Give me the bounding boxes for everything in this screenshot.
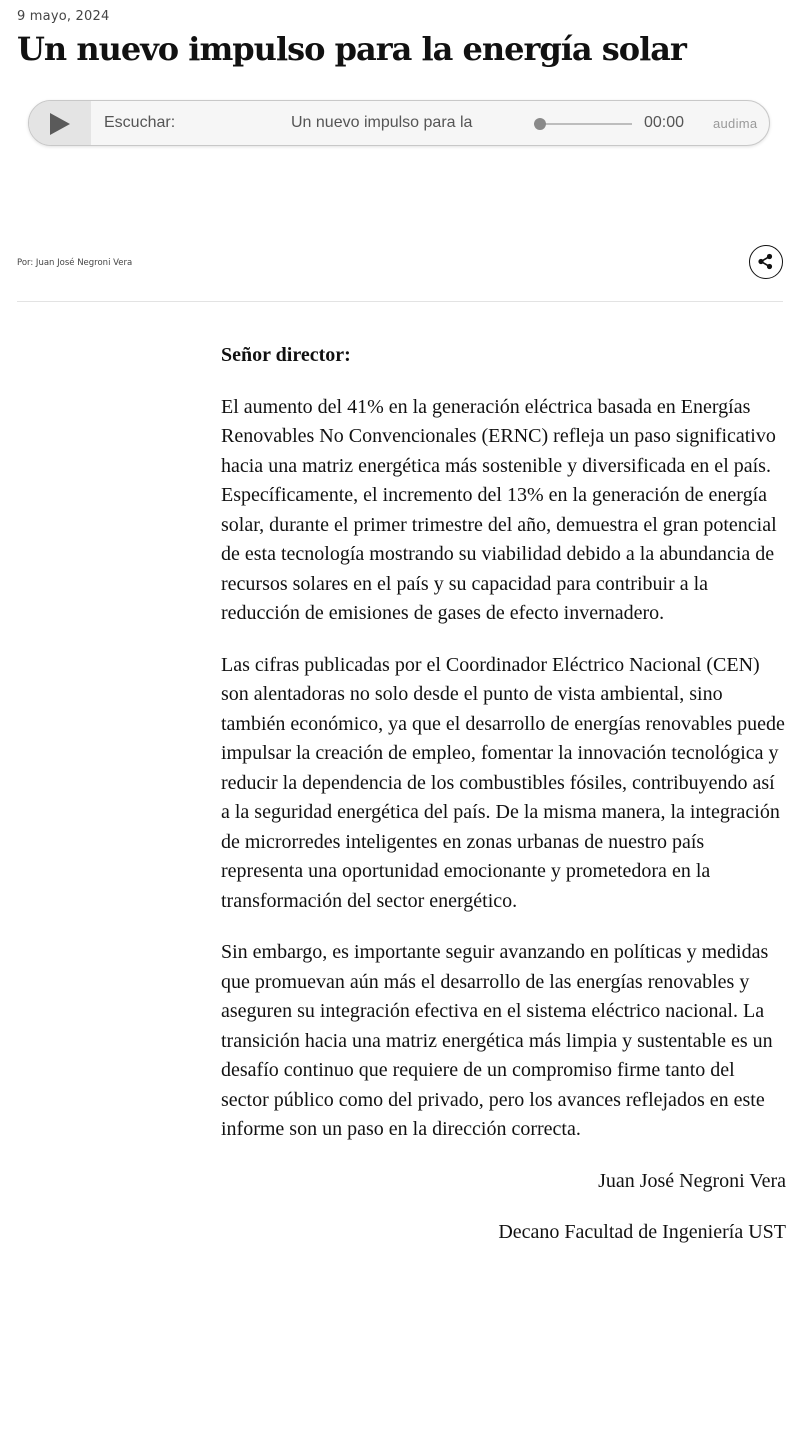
salutation: Señor director: xyxy=(221,344,351,366)
track-title: Un nuevo impulso para la xyxy=(291,114,473,131)
audio-player xyxy=(28,100,770,146)
article-date: 9 mayo, 2024 xyxy=(17,9,110,24)
play-icon xyxy=(48,112,72,136)
seek-handle[interactable] xyxy=(534,118,546,130)
seek-slider[interactable] xyxy=(534,118,632,130)
article-body xyxy=(221,341,786,1270)
article-byline: Por: Juan José Negroni Vera xyxy=(17,258,133,268)
paragraph-1: El aumento del 41% en la generación eléctrica basada en Energías Renovables No Convencionales (ERNC) refleja un paso significativo hacia una matriz energética más sostenible y diversificada en el país. Específicamente, el incremento del 13% en la generación de energía solar, durante el primer trimestre del año, demuestra el gran potencial de esta tecnología mostrando su viabilidad debido a la abundancia de recursos solares en el país y su capacidad para contribuir a la reducción de emisiones de gases de efecto invernadero. xyxy=(221,395,777,624)
seek-rail xyxy=(534,123,632,125)
share-icon xyxy=(757,253,774,270)
player-brand-logo[interactable]: audima xyxy=(713,116,758,131)
signature-title: Decano Facultad de Ingeniería UST xyxy=(498,1221,786,1243)
paragraph-3: Sin embargo, es importante seguir avanzando en políticas y medidas que promuevan aún más el desarrollo de las energías renovables y aseguren su integración efectiva en el sistema eléctrico nacional. La transición hacia una matriz energética más limpia y sustentable es un desafío continuo que requiere de un compromiso firme tanto del sector público como del privado, pero los avances reflejados en este informe son un paso en la dirección correcta. xyxy=(221,941,773,1140)
play-button[interactable] xyxy=(29,101,91,145)
elapsed-time: 00:00 xyxy=(644,114,685,131)
signature-name: Juan José Negroni Vera xyxy=(598,1169,786,1192)
listen-label: Escuchar: xyxy=(104,114,176,131)
share-button[interactable] xyxy=(749,245,783,279)
header-divider xyxy=(17,301,783,302)
paragraph-2: Las cifras publicadas por el Coordinador Eléctrico Nacional (CEN) son alentadoras no solo desde el punto de vista ambiental, sino también económico, ya que el desarrollo de energías renovables puede impulsar la creación de empleo, fomentar la innovación tecnológica y reducir la dependencia de los combustibles fósiles, contribuyendo así a la seguridad energética del país. De la misma manera, la integración de microrredes inteligentes en zonas urbanas de nuestro país representa una oportunidad emocionante y prometedora en la transformación del sector energético. xyxy=(221,653,785,912)
article-title: Un nuevo impulso para la energía solar xyxy=(17,30,686,68)
